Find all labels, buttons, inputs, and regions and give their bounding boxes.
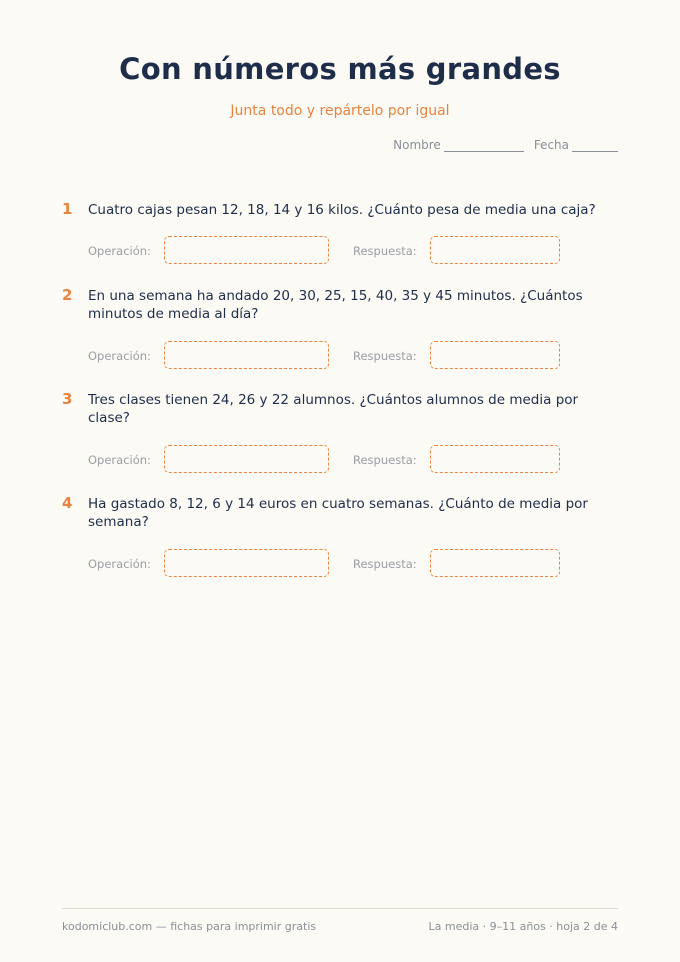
answer-row — [88, 549, 588, 579]
answer-row — [88, 236, 588, 266]
answer-row — [88, 445, 588, 475]
question-text: Ha gastado 8, 12, 6 y 14 euros en cuatro semanas. ¿Cuánto de media por semana? — [88, 496, 588, 530]
question-number: 2 — [62, 286, 73, 304]
question-text: Cuatro cajas pesan 12, 18, 14 y 16 kilos. ¿Cuánto pesa de media una caja? — [88, 202, 596, 218]
answer-label: Respuesta: — [353, 349, 417, 363]
date-line[interactable] — [572, 139, 618, 152]
name-label: Nombre — [393, 138, 441, 152]
operation-label: Operación: — [88, 349, 151, 363]
question-text: En una semana ha andado 20, 30, 25, 15, 40, 35 y 45 minutos. ¿Cuántos minutos de media al día? — [88, 288, 583, 322]
name-line[interactable] — [444, 139, 524, 152]
question-3 — [62, 390, 602, 480]
answer-box[interactable] — [430, 236, 560, 264]
footer-divider — [62, 908, 618, 909]
question-number: 4 — [62, 494, 73, 512]
operation-box[interactable] — [164, 341, 329, 369]
footer-site-credit: kodomiclub.com — fichas para imprimir gratis — [62, 920, 317, 933]
question-1 — [62, 200, 602, 270]
footer-sheet-info: La media · 9–11 años · hoja 2 de 4 — [428, 920, 618, 933]
operation-label: Operación: — [88, 557, 151, 571]
name-date-fields — [393, 138, 618, 152]
answer-label: Respuesta: — [353, 453, 417, 467]
question-number: 1 — [62, 200, 73, 218]
answer-label: Respuesta: — [353, 557, 417, 571]
operation-label: Operación: — [88, 244, 151, 258]
operation-box[interactable] — [164, 236, 329, 264]
answer-box[interactable] — [430, 549, 560, 577]
answer-box[interactable] — [430, 341, 560, 369]
question-4 — [62, 494, 602, 584]
answer-label: Respuesta: — [353, 244, 417, 258]
operation-box[interactable] — [164, 549, 329, 577]
question-text: Tres clases tienen 24, 26 y 22 alumnos. ¿Cuántos alumnos de media por clase? — [88, 392, 579, 426]
answer-box[interactable] — [430, 445, 560, 473]
answer-row — [88, 341, 588, 371]
date-label: Fecha — [533, 138, 569, 152]
operation-box[interactable] — [164, 445, 329, 473]
question-2 — [62, 286, 602, 376]
page-subtitle: Junta todo y repártelo por igual — [230, 103, 450, 119]
page-title: Con números más grandes — [119, 52, 561, 86]
question-number: 3 — [62, 390, 73, 408]
operation-label: Operación: — [88, 453, 151, 467]
